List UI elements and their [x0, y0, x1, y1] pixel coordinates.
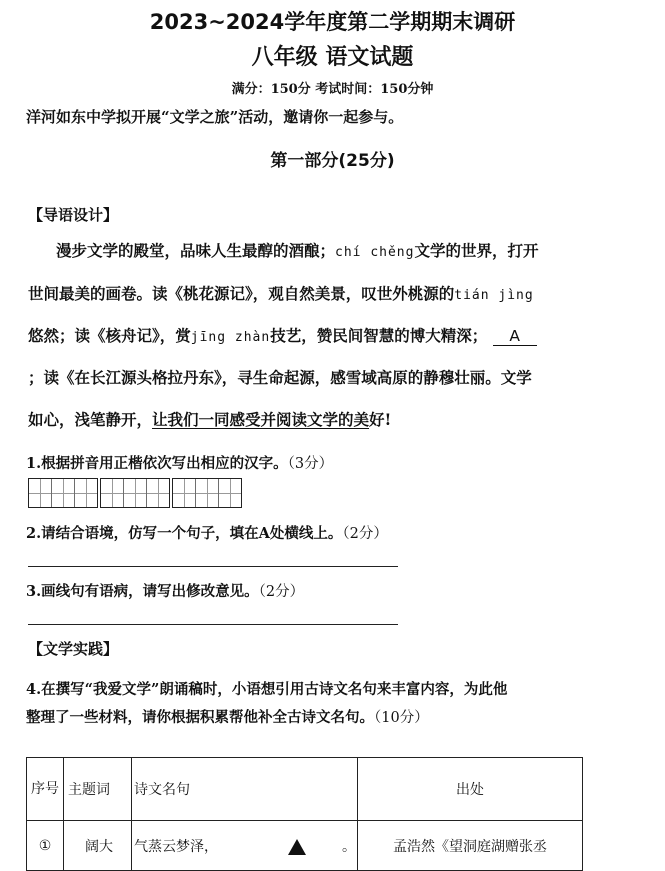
answer-line-2[interactable]: [28, 566, 398, 567]
question-score: （2分）: [258, 584, 305, 600]
part-one-title: 第一部分(25分): [270, 151, 395, 171]
practice-heading: 【文学实践】: [28, 640, 119, 658]
row-theme: 阔大: [64, 821, 132, 871]
header-verse: 诗文名句: [132, 758, 358, 821]
grid-cell[interactable]: [29, 479, 52, 507]
guide-line-5: [28, 408, 391, 430]
grid-cell[interactable]: [75, 479, 97, 507]
grid-cell[interactable]: [173, 479, 196, 507]
guide-line-1: [56, 239, 538, 261]
text-segment: 如心，浅笔静开，: [28, 410, 153, 429]
exam-subtitle: 八年级 语文试题: [251, 45, 414, 70]
text-segment: 漫步文学的殿堂，品味人生最醇的酒酿；: [56, 241, 336, 260]
guide-heading: 【导语设计】: [28, 206, 119, 224]
header-theme: 主题词: [64, 758, 132, 821]
answer-line-3[interactable]: [28, 624, 398, 625]
text-segment: 文学的世界，打开: [414, 241, 539, 260]
question-text: 1.根据拼音用正楷依次写出相应的汉字。: [26, 455, 288, 472]
row-verse[interactable]: [132, 821, 358, 871]
table-header-row: [27, 758, 583, 821]
poem-table: [26, 757, 583, 871]
question-text: 2.请结合语境，仿写一个句子，填在A处横线上。: [26, 525, 343, 542]
activity-intro: 洋河如东中学拟开展“文学之旅”活动，邀请你一起参与。: [26, 108, 404, 126]
header-source: 出处: [358, 758, 583, 821]
pinyin-chicheng: chí chěng: [335, 245, 415, 260]
question-score: （2分）: [342, 526, 388, 542]
header-no: 序号: [27, 758, 64, 821]
guide-line-2: [28, 282, 534, 304]
text-segment: 好!: [369, 410, 392, 429]
underlined-sentence: 让我们一同感受并阅读文学的美: [152, 410, 370, 429]
question-1: [26, 452, 333, 473]
question-text: 3.画线句有语病，请写出修改意见。: [26, 583, 259, 600]
question-score: （10分）: [374, 710, 429, 726]
grid-cell[interactable]: [124, 479, 147, 507]
exam-meta: 满分：150分 考试时间：150分钟: [231, 82, 434, 97]
guide-line-4: ；读《在长江源头格拉丹东》，寻生命起源，感雪域高原的静穆壮丽。文学: [28, 368, 532, 387]
question-4-line-2: [26, 706, 429, 727]
text-segment: 技艺，赞民间智慧的博大精深；: [270, 326, 488, 345]
answer-box-1[interactable]: [28, 478, 98, 508]
row-no: ①: [27, 821, 64, 871]
pinyin-tianjing: tián jìng: [454, 288, 534, 303]
grid-cell[interactable]: [52, 479, 75, 507]
answer-grid[interactable]: [28, 478, 242, 508]
question-score: （3分）: [287, 456, 334, 472]
question-text: 整理了一些材料，请你根据积累帮他补全古诗文名句。: [26, 709, 374, 726]
text-segment: 世间最美的画卷。读《桃花源记》，观自然美景，叹世外桃源的: [28, 284, 455, 303]
question-3: [26, 580, 304, 601]
grid-cell[interactable]: [147, 479, 169, 507]
grid-cell[interactable]: [101, 479, 124, 507]
grid-cell[interactable]: [196, 479, 219, 507]
row-source: 孟浩然《望洞庭湖赠张丞: [358, 821, 583, 871]
blank-a[interactable]: A: [493, 327, 537, 346]
pinyin-jingzhan: jīng zhàn: [190, 330, 271, 345]
grid-cell[interactable]: [219, 479, 241, 507]
verse-end: 。: [342, 838, 356, 855]
verse-start: 气蒸云梦泽，: [134, 838, 218, 855]
text-segment: 悠然；读《核舟记》，赏: [28, 326, 191, 345]
question-2: [26, 522, 388, 543]
answer-box-3[interactable]: [172, 478, 242, 508]
exam-title: 2023~2024学年度第二学期期末调研: [149, 10, 516, 34]
guide-line-3: [28, 324, 537, 346]
answer-box-2[interactable]: [100, 478, 170, 508]
table-row: [27, 821, 583, 871]
triangle-blank-icon[interactable]: [288, 839, 306, 855]
question-4-line-1: 4.在撰写“我爱文学”朗诵稿时，小语想引用古诗文名句来丰富内容，为此他: [26, 681, 508, 698]
